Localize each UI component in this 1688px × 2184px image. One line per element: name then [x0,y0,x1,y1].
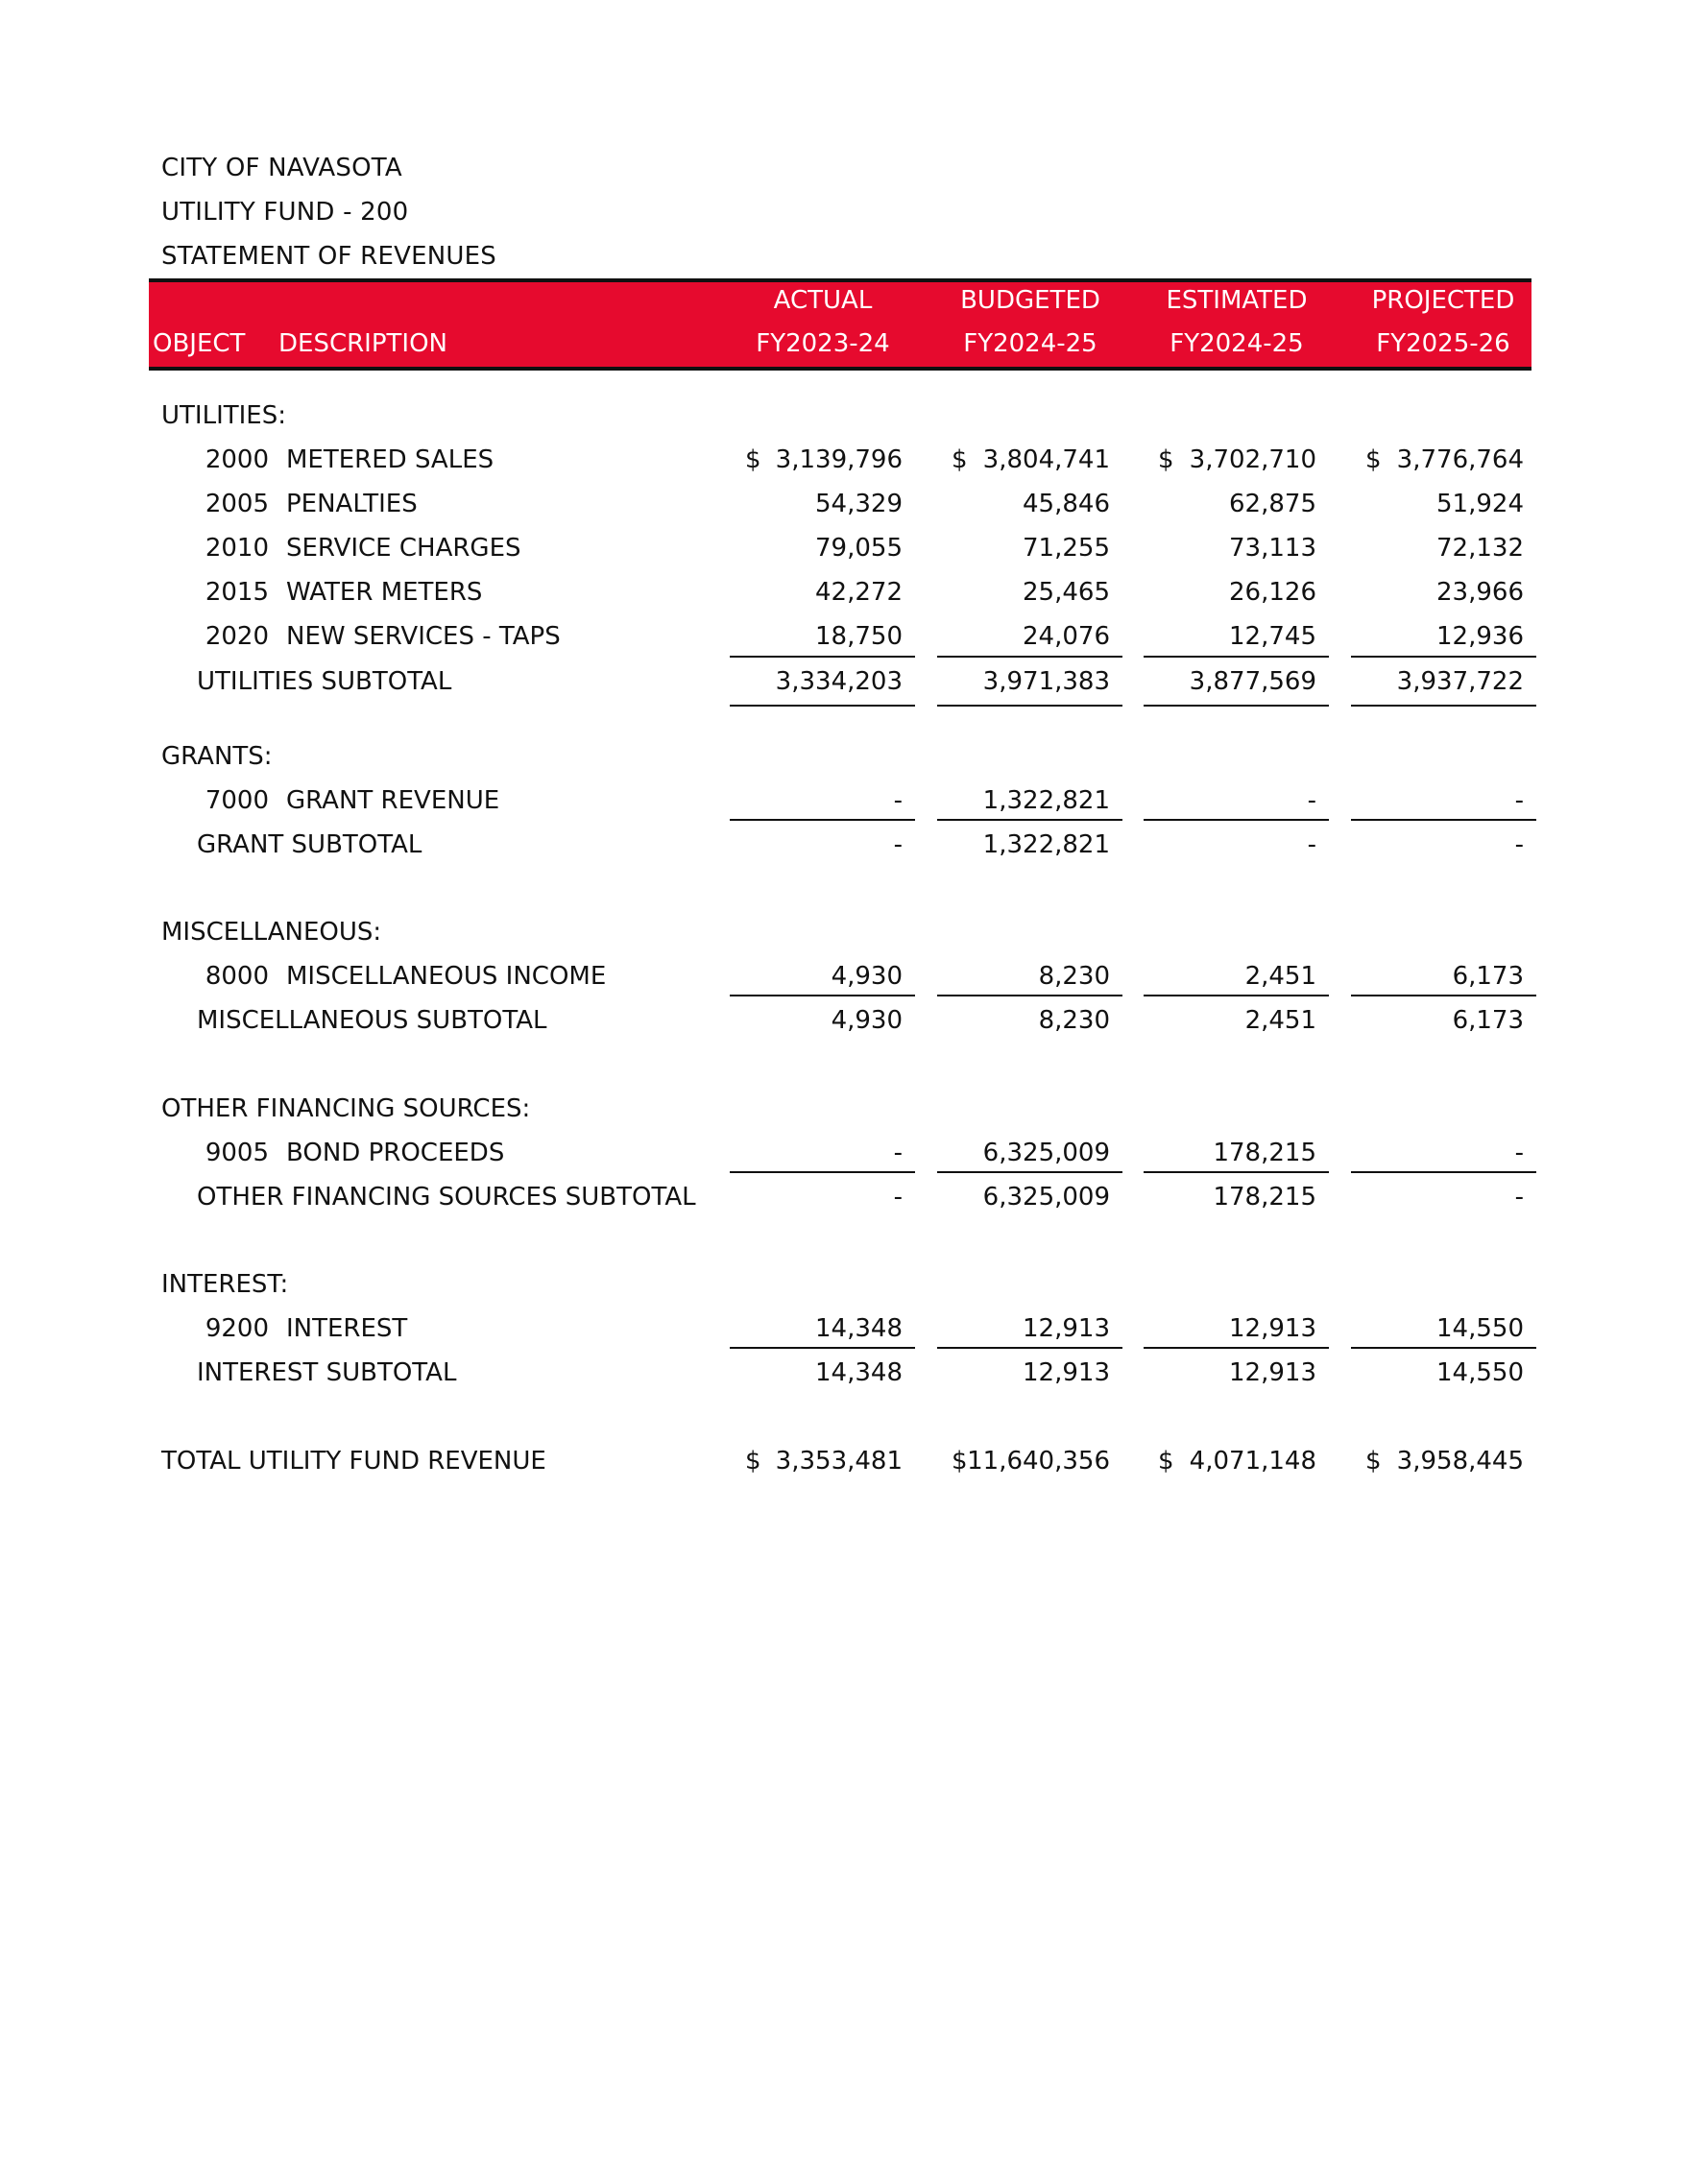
amount-cell: - [1514,786,1524,815]
org-title: CITY OF NAVASOTA [161,154,402,182]
amount-cell: 23,966 [1436,578,1524,607]
interest-subtotal-rule-3 [1351,1347,1536,1349]
amount-cell: 3,139,796 [775,445,903,474]
amount-cell: 71,255 [1023,534,1110,563]
section-label: GRANTS: [161,742,273,771]
interest-subtotal-rule-2 [1144,1347,1329,1349]
misc-subtotal-rule-1 [937,995,1122,996]
object-code: 2010 [205,534,269,563]
amount-cell: - [893,1139,903,1167]
subtotal-amount: - [1307,830,1316,859]
grand-total-row [0,1447,1688,1485]
line-item-description: MISCELLANEOUS INCOME [286,962,607,991]
section-label: INTEREST: [161,1270,289,1299]
grand-total-amount: 4,071,148 [1189,1447,1316,1476]
subtotal-amount: - [1514,830,1524,859]
grand-total-label: TOTAL UTILITY FUND REVENUE [161,1447,546,1476]
object-code: 2000 [205,445,269,474]
amount-cell: 73,113 [1229,534,1316,563]
subtotal-amount: 12,913 [1023,1358,1110,1387]
amount-cell: - [1307,786,1316,815]
subtotal-amount: 178,215 [1213,1183,1316,1212]
misc-subtotal-rule-3 [1351,995,1536,996]
section-label-row [0,1094,1688,1133]
subtotal-label: GRANT SUBTOTAL [197,830,422,859]
amount-cell: 12,913 [1229,1314,1316,1343]
other-subtotal-rule-3 [1351,1171,1536,1173]
amount-cell: 4,930 [831,962,903,991]
section-label: MISCELLANEOUS: [161,918,382,947]
amount-cell: 12,913 [1023,1314,1110,1343]
amount-cell: 12,936 [1436,622,1524,651]
subtotal-label: INTEREST SUBTOTAL [197,1358,457,1387]
subtotal-amount: 3,937,722 [1396,667,1524,696]
line-item-row [0,445,1688,484]
amount-cell: 14,348 [815,1314,903,1343]
subtotal-amount: 6,325,009 [982,1183,1110,1212]
subtotal-amount: 6,173 [1452,1006,1524,1035]
budgeted-header-line1: BUDGETED [960,286,1100,315]
amount-cell: 72,132 [1436,534,1524,563]
budgeted-header-line2: FY2024-25 [963,329,1097,358]
amount-cell: 42,272 [815,578,903,607]
subtotal-amount: 14,348 [815,1358,903,1387]
subtotal-label: UTILITIES SUBTOTAL [197,667,452,696]
line-item-row [0,490,1688,528]
description-header: DESCRIPTION [278,329,447,358]
statement-title: STATEMENT OF REVENUES [161,242,496,271]
amount-cell: 54,329 [815,490,903,518]
line-item-row [0,622,1688,660]
subtotal-row [0,1183,1688,1221]
amount-cell: 6,325,009 [982,1139,1110,1167]
amount-cell: 12,745 [1229,622,1316,651]
utilities-subtotal-rule-2 [1144,656,1329,658]
subtotal-amount: 3,877,569 [1189,667,1316,696]
amount-cell: 2,451 [1244,962,1316,991]
subtotal-amount: 3,334,203 [775,667,903,696]
grants-subtotal-rule-1 [937,819,1122,821]
estimated-header-line2: FY2024-25 [1170,329,1304,358]
currency-symbol: $ [1365,1447,1382,1476]
subtotal-amount: - [893,1183,903,1212]
utilities-subtotal-under-rule-1 [937,705,1122,707]
subtotal-amount: 12,913 [1229,1358,1316,1387]
object-code: 2015 [205,578,269,607]
grants-subtotal-rule-3 [1351,819,1536,821]
currency-symbol: $ [1158,445,1174,474]
subtotal-row [0,830,1688,869]
line-item-description: WATER METERS [286,578,483,607]
actual-header-line2: FY2023-24 [756,329,890,358]
amount-cell: 18,750 [815,622,903,651]
amount-cell: 3,702,710 [1189,445,1316,474]
subtotal-row [0,1006,1688,1044]
subtotal-amount: 2,451 [1244,1006,1316,1035]
line-item-row [0,578,1688,616]
utilities-subtotal-under-rule-3 [1351,705,1536,707]
subtotal-row [0,667,1688,706]
currency-symbol: $ [952,445,968,474]
amount-cell: 6,173 [1452,962,1524,991]
grand-total-amount: 11,640,356 [967,1447,1110,1476]
amount-cell: 62,875 [1229,490,1316,518]
other-subtotal-rule-2 [1144,1171,1329,1173]
fund-title: UTILITY FUND - 200 [161,198,409,227]
estimated-header-line1: ESTIMATED [1166,286,1308,315]
section-label: OTHER FINANCING SOURCES: [161,1094,531,1123]
line-item-description: PENALTIES [286,490,418,518]
object-code: 7000 [205,786,269,815]
header-bottom-rule [149,367,1531,371]
object-header: OBJECT [153,329,246,358]
amount-cell: 1,322,821 [982,786,1110,815]
amount-cell: 3,776,764 [1396,445,1524,474]
line-item-description: SERVICE CHARGES [286,534,521,563]
grand-total-amount: 3,958,445 [1396,1447,1524,1476]
projected-header-line1: PROJECTED [1371,286,1515,315]
section-label-row [0,401,1688,440]
amount-cell: - [893,786,903,815]
amount-cell: 51,924 [1436,490,1524,518]
currency-symbol: $ [1158,1447,1174,1476]
currency-symbol: $ [952,1447,968,1476]
section-label-row [0,1270,1688,1308]
subtotal-amount: 14,550 [1436,1358,1524,1387]
table-header [149,282,1531,369]
subtotal-row [0,1358,1688,1397]
subtotal-amount: 8,230 [1038,1006,1110,1035]
utilities-subtotal-under-rule-2 [1144,705,1329,707]
object-code: 2005 [205,490,269,518]
line-item-description: METERED SALES [286,445,494,474]
object-code: 8000 [205,962,269,991]
section-label-row [0,742,1688,780]
line-item-row [0,534,1688,572]
grand-total-amount: 3,353,481 [775,1447,903,1476]
subtotal-amount: 4,930 [831,1006,903,1035]
utilities-subtotal-rule-0 [730,656,915,658]
subtotal-amount: 3,971,383 [982,667,1110,696]
section-label-row [0,918,1688,956]
currency-symbol: $ [745,1447,761,1476]
currency-symbol: $ [1365,445,1382,474]
amount-cell: 178,215 [1213,1139,1316,1167]
utilities-subtotal-rule-3 [1351,656,1536,658]
interest-subtotal-rule-0 [730,1347,915,1349]
other-subtotal-rule-1 [937,1171,1122,1173]
object-code: 9005 [205,1139,269,1167]
amount-cell: 24,076 [1023,622,1110,651]
amount-cell: 14,550 [1436,1314,1524,1343]
subtotal-amount: 1,322,821 [982,830,1110,859]
object-code: 9200 [205,1314,269,1343]
line-item-description: INTEREST [286,1314,408,1343]
amount-cell: 3,804,741 [982,445,1110,474]
line-item-description: NEW SERVICES - TAPS [286,622,561,651]
subtotal-label: OTHER FINANCING SOURCES SUBTOTAL [197,1183,696,1212]
line-item-description: GRANT REVENUE [286,786,500,815]
amount-cell: - [1514,1139,1524,1167]
currency-symbol: $ [745,445,761,474]
object-code: 2020 [205,622,269,651]
utilities-subtotal-under-rule-0 [730,705,915,707]
subtotal-label: MISCELLANEOUS SUBTOTAL [197,1006,547,1035]
amount-cell: 8,230 [1038,962,1110,991]
subtotal-amount: - [893,830,903,859]
amount-cell: 26,126 [1229,578,1316,607]
subtotal-amount: - [1514,1183,1524,1212]
amount-cell: 25,465 [1023,578,1110,607]
misc-subtotal-rule-2 [1144,995,1329,996]
grants-subtotal-rule-2 [1144,819,1329,821]
grants-subtotal-rule-0 [730,819,915,821]
section-label: UTILITIES: [161,401,286,430]
amount-cell: 45,846 [1023,490,1110,518]
misc-subtotal-rule-0 [730,995,915,996]
other-subtotal-rule-0 [730,1171,915,1173]
interest-subtotal-rule-1 [937,1347,1122,1349]
actual-header-line1: ACTUAL [773,286,873,315]
line-item-description: BOND PROCEEDS [286,1139,505,1167]
utilities-subtotal-rule-1 [937,656,1122,658]
amount-cell: 79,055 [815,534,903,563]
projected-header-line2: FY2025-26 [1376,329,1510,358]
